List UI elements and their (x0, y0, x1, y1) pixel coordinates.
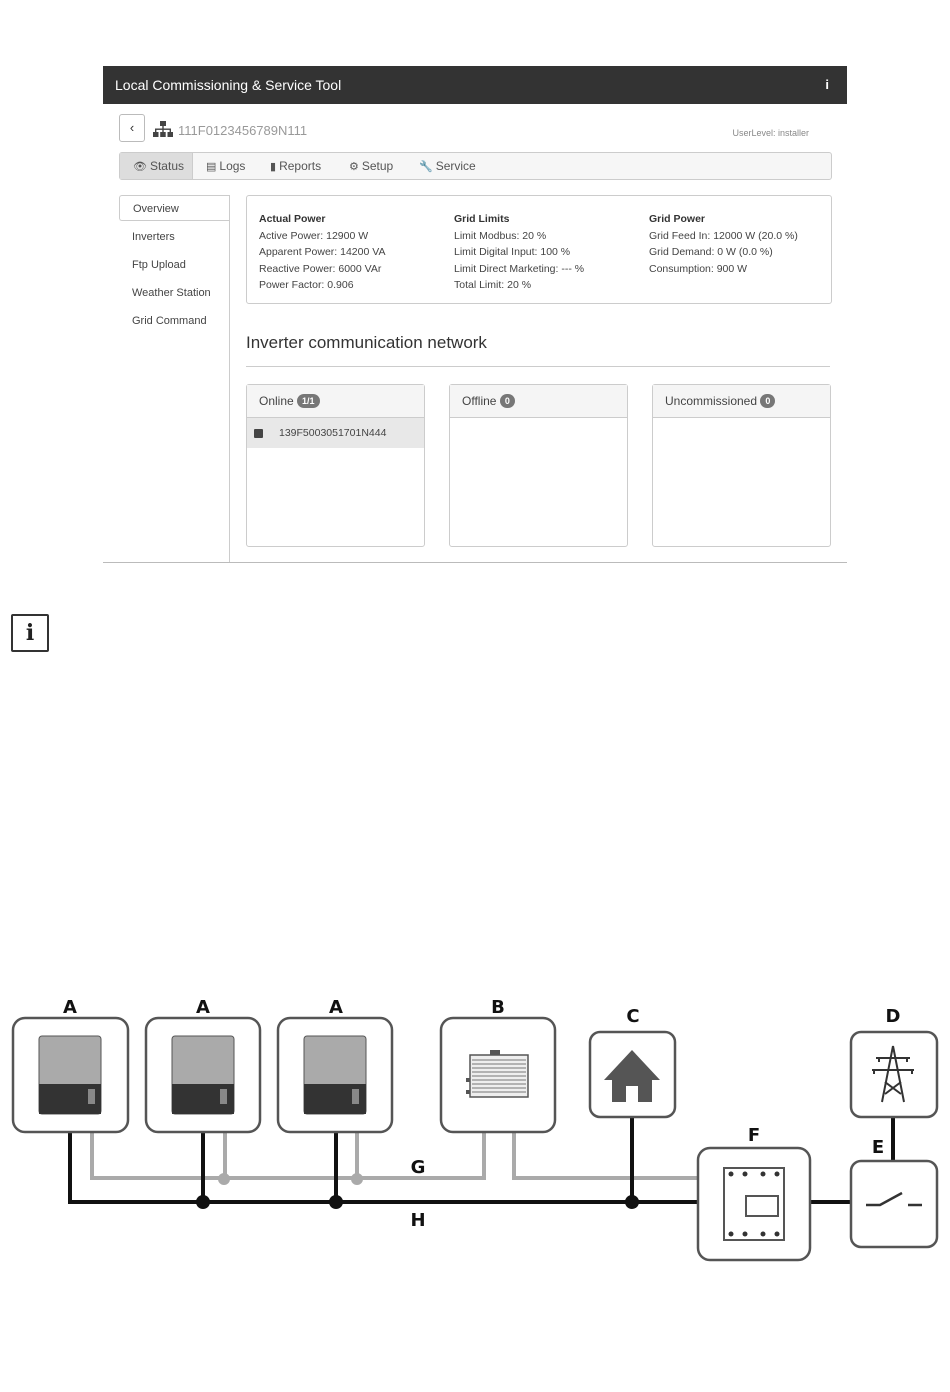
info-icon[interactable]: i (825, 77, 829, 92)
screenshot (103, 66, 847, 563)
list-item[interactable] (247, 418, 424, 448)
user-level: UserLevel: installer (732, 128, 809, 138)
active-power: Active Power: 12900 W (259, 229, 369, 242)
label-a: A (196, 997, 210, 1018)
network-icon (153, 121, 173, 138)
label-g: G (410, 1157, 426, 1178)
line-junction (329, 1195, 343, 1209)
tab-logs[interactable]: ▤ Logs (206, 159, 246, 173)
power-factor: Power Factor: 0.906 (259, 279, 354, 291)
limit-direct-marketing: Limit Direct Marketing: --- % (454, 262, 585, 275)
actual-power-column (259, 211, 385, 294)
uncommissioned-label: Uncommissioned (665, 394, 758, 408)
label-h: H (410, 1210, 426, 1231)
label-f: F (747, 1125, 761, 1146)
label-c: C (626, 1006, 640, 1027)
grid-limits-heading: Grid Limits (454, 213, 510, 225)
line-junction (196, 1195, 210, 1209)
sidebar-item-ftp-upload[interactable]: Ftp Upload (132, 259, 186, 271)
apparent-power: Apparent Power: 14200 VA (259, 246, 386, 258)
power-pylon-icon (851, 1032, 937, 1117)
consumption: Consumption: 900 W (649, 262, 748, 275)
grid-demand: Grid Demand: 0 W (0.0 %) (649, 246, 773, 258)
data-bus-line (92, 1132, 700, 1178)
status-square-icon (254, 429, 263, 438)
bus-junction (218, 1173, 230, 1185)
sidebar-item-overview[interactable]: Overview (119, 195, 229, 221)
device-id: 111F0123456789N111 (178, 123, 308, 138)
offline-panel-header (450, 385, 627, 418)
total-limit: Total Limit: 20 % (454, 279, 532, 291)
wrench-icon: 🔧 (419, 161, 433, 173)
online-badge: 1/1 (297, 394, 320, 408)
label-a: A (63, 997, 77, 1018)
power-summary-panel (246, 195, 832, 304)
house-icon (590, 1032, 675, 1117)
label-d: D (885, 1006, 901, 1027)
inverter-icon (278, 1018, 392, 1132)
data-manager-icon (441, 1018, 555, 1132)
tab-service[interactable]: 🔧 Service (419, 159, 476, 173)
online-panel-header (247, 385, 424, 418)
energy-meter-icon (698, 1148, 810, 1260)
gears-icon: ⚙ (349, 161, 359, 173)
title-bar (103, 66, 847, 104)
grid-power-column (649, 211, 798, 277)
section-title: Inverter communication network (246, 333, 487, 352)
line-junction (625, 1195, 639, 1209)
uncommissioned-panel-header (653, 385, 830, 418)
online-panel (246, 384, 425, 547)
grid-feed-in: Grid Feed In: 12000 W (20.0 %) (649, 229, 798, 242)
sidebar-item-grid-command[interactable]: Grid Command (132, 315, 207, 327)
tab-reports[interactable]: ▮ Reports (270, 159, 322, 173)
bottom-divider (103, 562, 847, 563)
label-a: A (329, 997, 343, 1018)
uncommissioned-badge: 0 (760, 394, 775, 408)
app-title: Local Commissioning & Service Tool (115, 77, 342, 93)
book-icon: ▤ (206, 161, 217, 173)
sidebar (119, 195, 230, 563)
inverter-icon (146, 1018, 260, 1132)
reactive-power: Reactive Power: 6000 VAr (259, 262, 382, 275)
system-diagram (0, 990, 950, 1280)
chevron-left-icon: ‹ (129, 120, 135, 135)
sidebar-item-weather-station[interactable]: Weather Station (132, 287, 211, 299)
actual-power-heading: Actual Power (259, 213, 326, 225)
inverter-serial: 139F5003051701N444 (279, 427, 387, 439)
limit-digital-input: Limit Digital Input: 100 % (454, 246, 571, 258)
inverter-icon (13, 1018, 128, 1132)
tab-status[interactable]: 👁 Status (120, 153, 193, 179)
tab-bar (119, 152, 832, 180)
tab-setup[interactable]: ⚙ Setup (349, 159, 394, 173)
switch-icon (851, 1161, 937, 1247)
limit-modbus: Limit Modbus: 20 % (454, 229, 547, 242)
offline-panel (449, 384, 628, 547)
eye-icon: 👁 (133, 161, 147, 173)
sidebar-item-inverters[interactable]: Inverters (132, 231, 175, 243)
label-b: B (491, 997, 505, 1018)
uncommissioned-panel (652, 384, 831, 547)
bus-junction (351, 1173, 363, 1185)
offline-label: Offline (462, 394, 497, 408)
label-e: E (871, 1137, 885, 1158)
back-button[interactable] (119, 114, 145, 142)
online-label: Online (259, 394, 294, 408)
grid-limits-column (454, 211, 584, 294)
divider (246, 366, 830, 367)
grid-power-heading: Grid Power (649, 213, 706, 225)
info-icon: i (11, 614, 49, 652)
document-icon: ▮ (270, 161, 277, 173)
offline-badge: 0 (500, 394, 515, 408)
